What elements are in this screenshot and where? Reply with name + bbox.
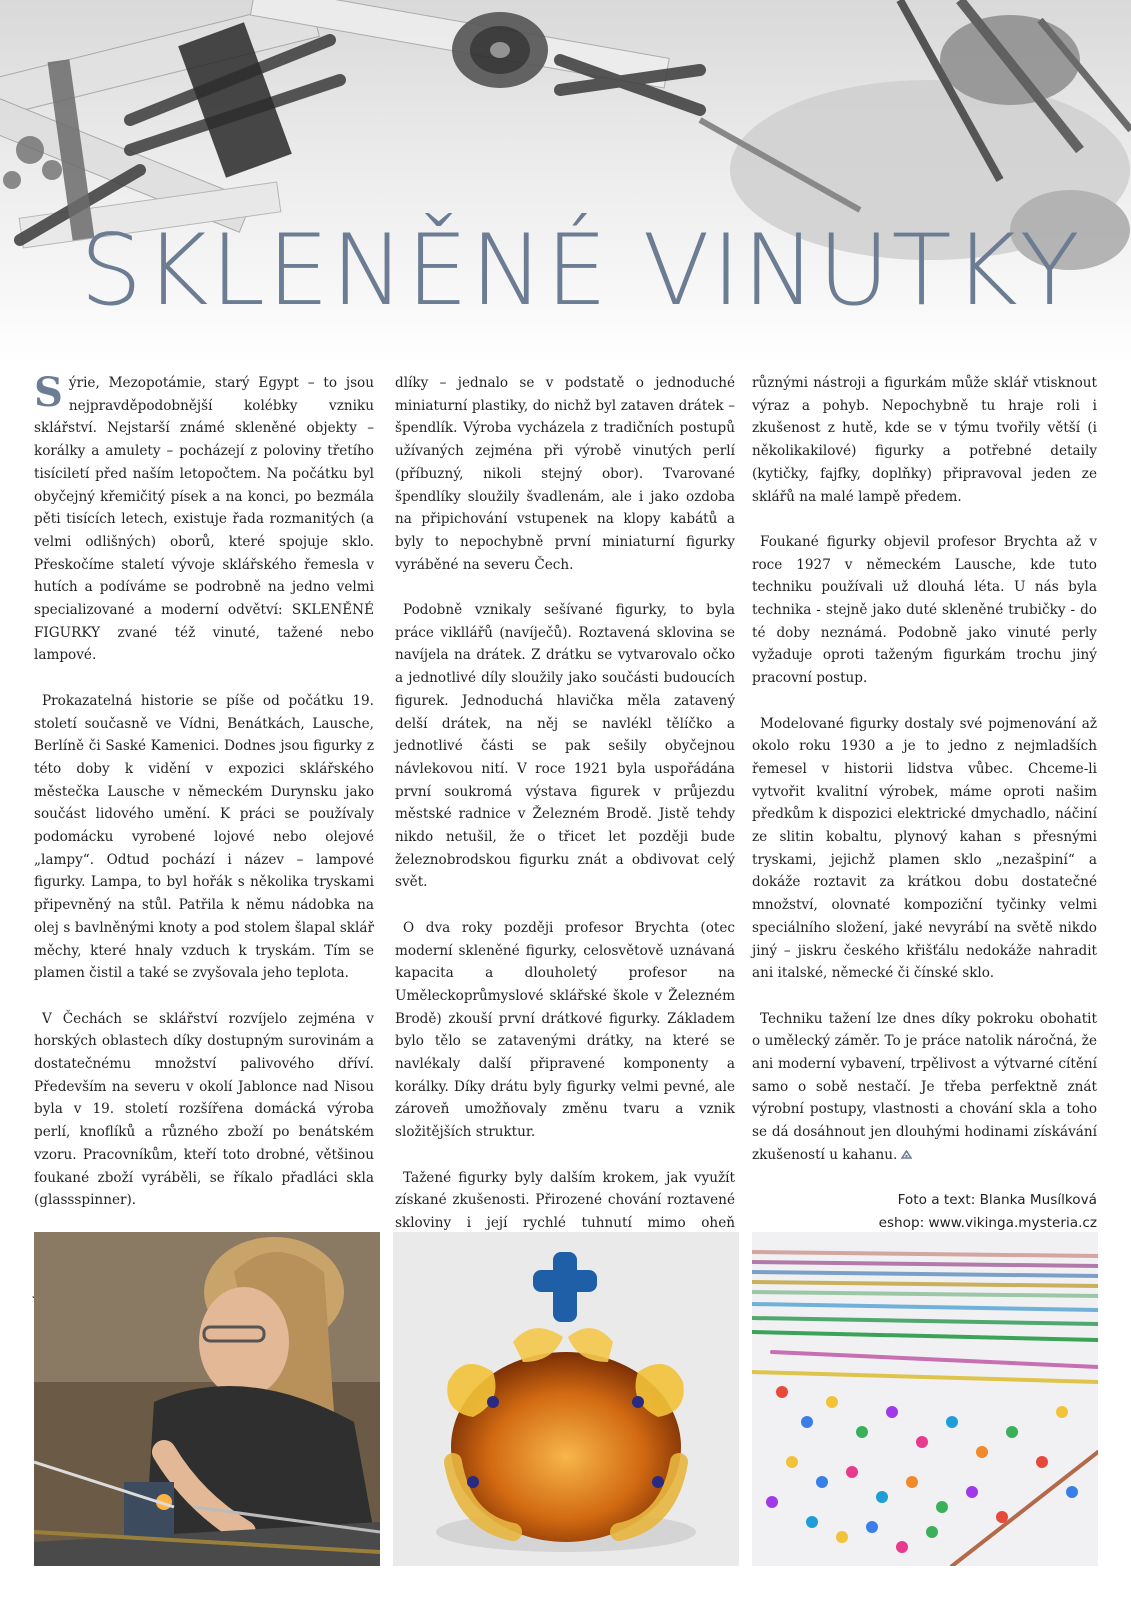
- paragraph: různými nástroji a figurkám může sklář vtisknout výraz a pohyb. Nepochybně tu hraje roli i zkušenost z hutě, kde se v týmu tvořily větší (i několikakilové) figurky a potřebné detaily (kytičky, fajfky, doplňky) připravoval jeden ze sklářů na malé lampě předem.: [752, 375, 1097, 505]
- end-mark-icon: [901, 1150, 912, 1159]
- photo-glass-crown: [393, 1232, 739, 1566]
- paragraph: Podobně vznikaly sešívané figurky, to byla práce vikllářů (navíječů). Roztavená sklovina se navíjela na drátek. Z drátku se vytvarovalo očko a jednotlivé díly sloužily jako součásti budoucích figurek. Jednoduchá hlavička měla zatavený delší drátek, na něj se navlékl tělíčko a jednotlivé části se pak sešily obyčejnou návlekovou nití. V roce 1921 byla uspořádána první soukromá výstava figurek v průjezdu městské radnice v Železném Brodě. Jistě tehdy nikdo netušil, že o třicet let později bude železnobrodskou figurku znát a obdivovat celý svět.: [395, 602, 735, 891]
- paragraph: Prokazatelná historie se píše od počátku 19. století současně ve Vídni, Benátkách, Lausche, Berlíně či Saské Kamenici. Dodnes jsou figurky z této doby k vidění v expozici sklářského městečka Lausche v německém Durynsku jako součást lidového umění. K práci se používaly podomácku vyrobené lojové nebo olejové „lampy“. Odtud pochází i název – lampové figurky. Lampa, to byl hořák s několika tryskami připevněný na stůl. Patřila k němu nádobka na olej s bavlněnými knoty a pod stolem šlapal sklář měchy, které hnaly vzduch k tryskám. Tím se plamen čistil a také se zvyšovala jeho teplota.: [34, 692, 374, 982]
- column-2: [395, 372, 735, 1348]
- dropcap: S: [34, 369, 63, 416]
- article-body: [34, 369, 1098, 1231]
- photo-glassworker: [34, 1232, 380, 1566]
- paragraph: Foukané figurky objevil profesor Brychta až v roce 1927 v německém Lausche, kde tuto techniku používali už dlouhá léta. U nás byla technika - stejně jako duté skleněné trubičky - do té doby neznámá. Podobně jako vinuté perly vyžaduje oproti taženým figurkám trochu jiný pracovní postup.: [752, 533, 1097, 687]
- column-3: [752, 372, 1097, 1279]
- paragraph: dlíky – jednalo se v podstatě o jednoduché miniaturní plastiky, do nichž byl zataven drátek – špendlík. Výroba vycházela z tradičních postupů užívaných zejména při výrobě vinutých perlí (příbuzný, nikoli stejný obor). Tvarované špendlíky sloužily švadlenám, ale i jako ozdoba na připichování vstupenek na klopy kabátů a byly to nepochybně první miniaturní figurky vyráběné na severu Čech.: [395, 375, 735, 573]
- paragraph: V Čechách se sklářství rozvíjelo zejména v horských oblastech díky dostupným surovinám a dostatečnému množství palivového dříví. Především na severu v okolí Jablonce nad Nisou byla v 19. století rozšířena domácká výroba perlí, knoflíků a různého zboží po benátském vzoru. Pracovníkům, kteří toto drobné, většinou foukané zboží vyráběli, se říkalo přadláci skla (glassspinner).: [34, 1010, 374, 1209]
- paragraph: Modelované figurky dostaly své pojmenování až okolo roku 1930 a je to jedno z nejmladších řemesel v historii lidstva vůbec. Chceme-li vytvořit kvalitní výrobek, máme oproti našim předkům k dispozici elektrické dmychadlo, náčiní ze slitin kobaltu, plynový kahan s přesnými tryskami, jejichž plamen sklo „nezašpiní“ a dokáže roztavit za krátkou dobu dostatečné množství, olovnaté kompoziční tyčinky velmi speciálního složení, jaké nevyrábí na světě nikdo jiný – jiskru českého křišťálu nedokáže nahradit ani italské, německé či čínské sklo.: [752, 715, 1097, 982]
- paragraph-text: ýrie, Mezopotámie, starý Egypt – to jsou nejpravděpodobnější kolébky vzniku sklářství. Nejstarší známé skleněné objekty – korálky a amulety – pocházejí z poloviny třetího tisíciletí před naším letopočtem. Na počátku byl obyčejný křemičitý písek a na konci, po bezmála pěti tisících letech, existuje řada rozmanitých (a velmi odlišných) oborů, které spojuje sklo. Přeskočíme staletí vývoje sklářského řemesla v hutích a podíváme se podrobně na jedno velmi specializované a moderní odvětví: SKLENĚNÉ FIGURKY zvané též vinuté, tažené nebo lampové.: [34, 375, 374, 664]
- header-banner: [0, 0, 1131, 365]
- paragraph-text: Techniku tažení lze dnes díky pokroku obohatit o umělecký záměr. To je práce natolik náročná, že ani moderní vybavení, trpělivost a výtvarné cítění samo o sobě nestačí. Je třeba perfektně znát výrobní postupy, vlastnosti a chování skla a toho se dá dosáhnout jen dlouhými hodinami získávání zkušeností u kahanu.: [752, 1010, 1097, 1163]
- glass-crown-image: [393, 1232, 739, 1566]
- photo-glass-rods-figurines: [752, 1232, 1098, 1566]
- credit-eshop: eshop: www.vikinga.mysteria.cz: [878, 1214, 1097, 1231]
- credit-author: Foto a text: Blanka Musílková: [897, 1192, 1097, 1209]
- paragraph: Tažené figurky byly dalším krokem, jak využít získané zkušenosti. Přirozené chování roztavené skloviny i její rychlé tuhnutí mimo oheň: [395, 1169, 735, 1231]
- column-1: [34, 369, 374, 1325]
- glass-rods-image: [752, 1232, 1098, 1566]
- glassworker-image: [34, 1232, 380, 1566]
- paragraph: [752, 1008, 1097, 1167]
- paragraph: [34, 369, 374, 667]
- page-title: SKLENĚNÉ VINUTKY: [80, 214, 1082, 328]
- paragraph: O dva roky později profesor Brychta (otec moderní skleněné figurky, celosvětově uznávaná kapacita a dlouholetý profesor na Uměleckoprůmyslové sklářské škole v Železném Brodě) zkouší první drátkové figurky. Základem bylo tělo se zatavenými drátky, na které se navlékaly další připravené komponenty a korálky. Díky drátu byly figurky velmi pevné, ale zároveň umožňovaly změnu tvaru a vznik složitějších struktur.: [395, 919, 735, 1141]
